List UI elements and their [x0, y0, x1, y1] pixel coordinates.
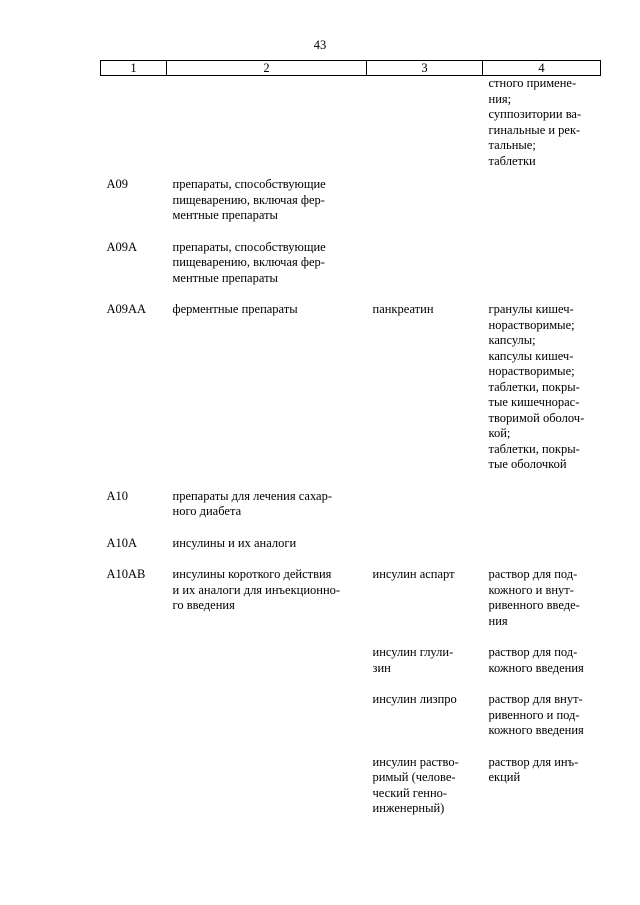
column-header: 1 [101, 61, 167, 76]
drug-name-cell: инсулин раство- римый (челове- ческий генно- инженерный) [372, 754, 459, 815]
anatomical-group-cell: препараты для лечения сахар- ного диабета [172, 488, 333, 518]
drug-name-cell [367, 520, 483, 552]
table-header-row [101, 61, 601, 76]
table-row [101, 551, 601, 629]
table-row [101, 286, 601, 473]
atc-code-cell [101, 629, 167, 676]
drug-name-cell [367, 169, 483, 224]
drug-name-cell: инсулин аспарт [372, 567, 455, 581]
table-row [101, 169, 601, 224]
atc-code-cell: A10AB [106, 567, 146, 581]
column-header: 3 [367, 61, 483, 76]
table-row [101, 76, 601, 170]
column-header: 4 [483, 61, 601, 76]
table-row [101, 739, 601, 817]
atc-code-cell [101, 76, 167, 170]
drug-name-cell [367, 224, 483, 287]
atc-code-cell: A09 [106, 177, 129, 191]
dosage-form-cell [483, 473, 601, 520]
drug-name-cell [367, 76, 483, 170]
anatomical-group-cell: ферментные препараты [172, 302, 298, 316]
atc-code-cell: A10 [106, 488, 129, 503]
atc-code-cell: A10A [106, 535, 138, 550]
dosage-form-cell [483, 224, 601, 287]
dosage-form-cell: гранулы кишеч- норастворимые; капсулы; капсулы кишеч- норастворимые; таблетки, покры- тые кишечнорас- творимой оболоч- кой; таблетки, покры- тые оболочкой [488, 302, 585, 471]
drug-name-cell: инсулин глули- зин [372, 645, 454, 675]
dosage-form-cell: раствор для внут- ривенного и под- кожного введения [488, 692, 584, 737]
anatomical-group-cell [167, 76, 367, 170]
atc-code-cell: A09AA [106, 302, 147, 316]
atc-code-cell [101, 676, 167, 739]
anatomical-group-cell: препараты, способствующие пищеварению, включая фер- ментные препараты [172, 239, 326, 285]
drug-name-cell: панкреатин [372, 302, 434, 316]
anatomical-group-cell [167, 629, 367, 676]
anatomical-group-cell: инсулины и их аналоги [172, 535, 297, 550]
table-row [101, 676, 601, 739]
column-header: 2 [167, 61, 367, 76]
dosage-form-cell: раствор для под- кожного введения [488, 645, 584, 675]
dosage-form-cell: раствор для инъ- екций [488, 754, 579, 784]
anatomical-group-cell: препараты, способствующие пищеварению, включая фер- ментные препараты [172, 177, 326, 222]
table-body [101, 76, 601, 817]
anatomical-group-cell: инсулины короткого действия и их аналоги для инъекционно- го введения [172, 567, 341, 612]
table-row [101, 520, 601, 552]
dosage-form-cell: раствор для под- кожного и внут- ривенного введе- ния [488, 567, 580, 628]
atc-code-cell [101, 739, 167, 817]
table-row [101, 224, 601, 287]
dosage-form-cell [483, 169, 601, 224]
anatomical-group-cell [167, 676, 367, 739]
anatomical-group-cell [167, 739, 367, 817]
table-row [101, 629, 601, 676]
drug-table [100, 60, 601, 817]
drug-name-cell [367, 473, 483, 520]
page-number: 43 [313, 38, 327, 52]
table-row [101, 473, 601, 520]
drug-name-cell: инсулин лизпро [372, 692, 457, 706]
dosage-form-cell [483, 520, 601, 552]
dosage-form-cell: стного примене- ния; суппозитории ва- гинальные и рек- тальные; таблетки [488, 76, 582, 168]
atc-code-cell: A09A [106, 239, 138, 254]
